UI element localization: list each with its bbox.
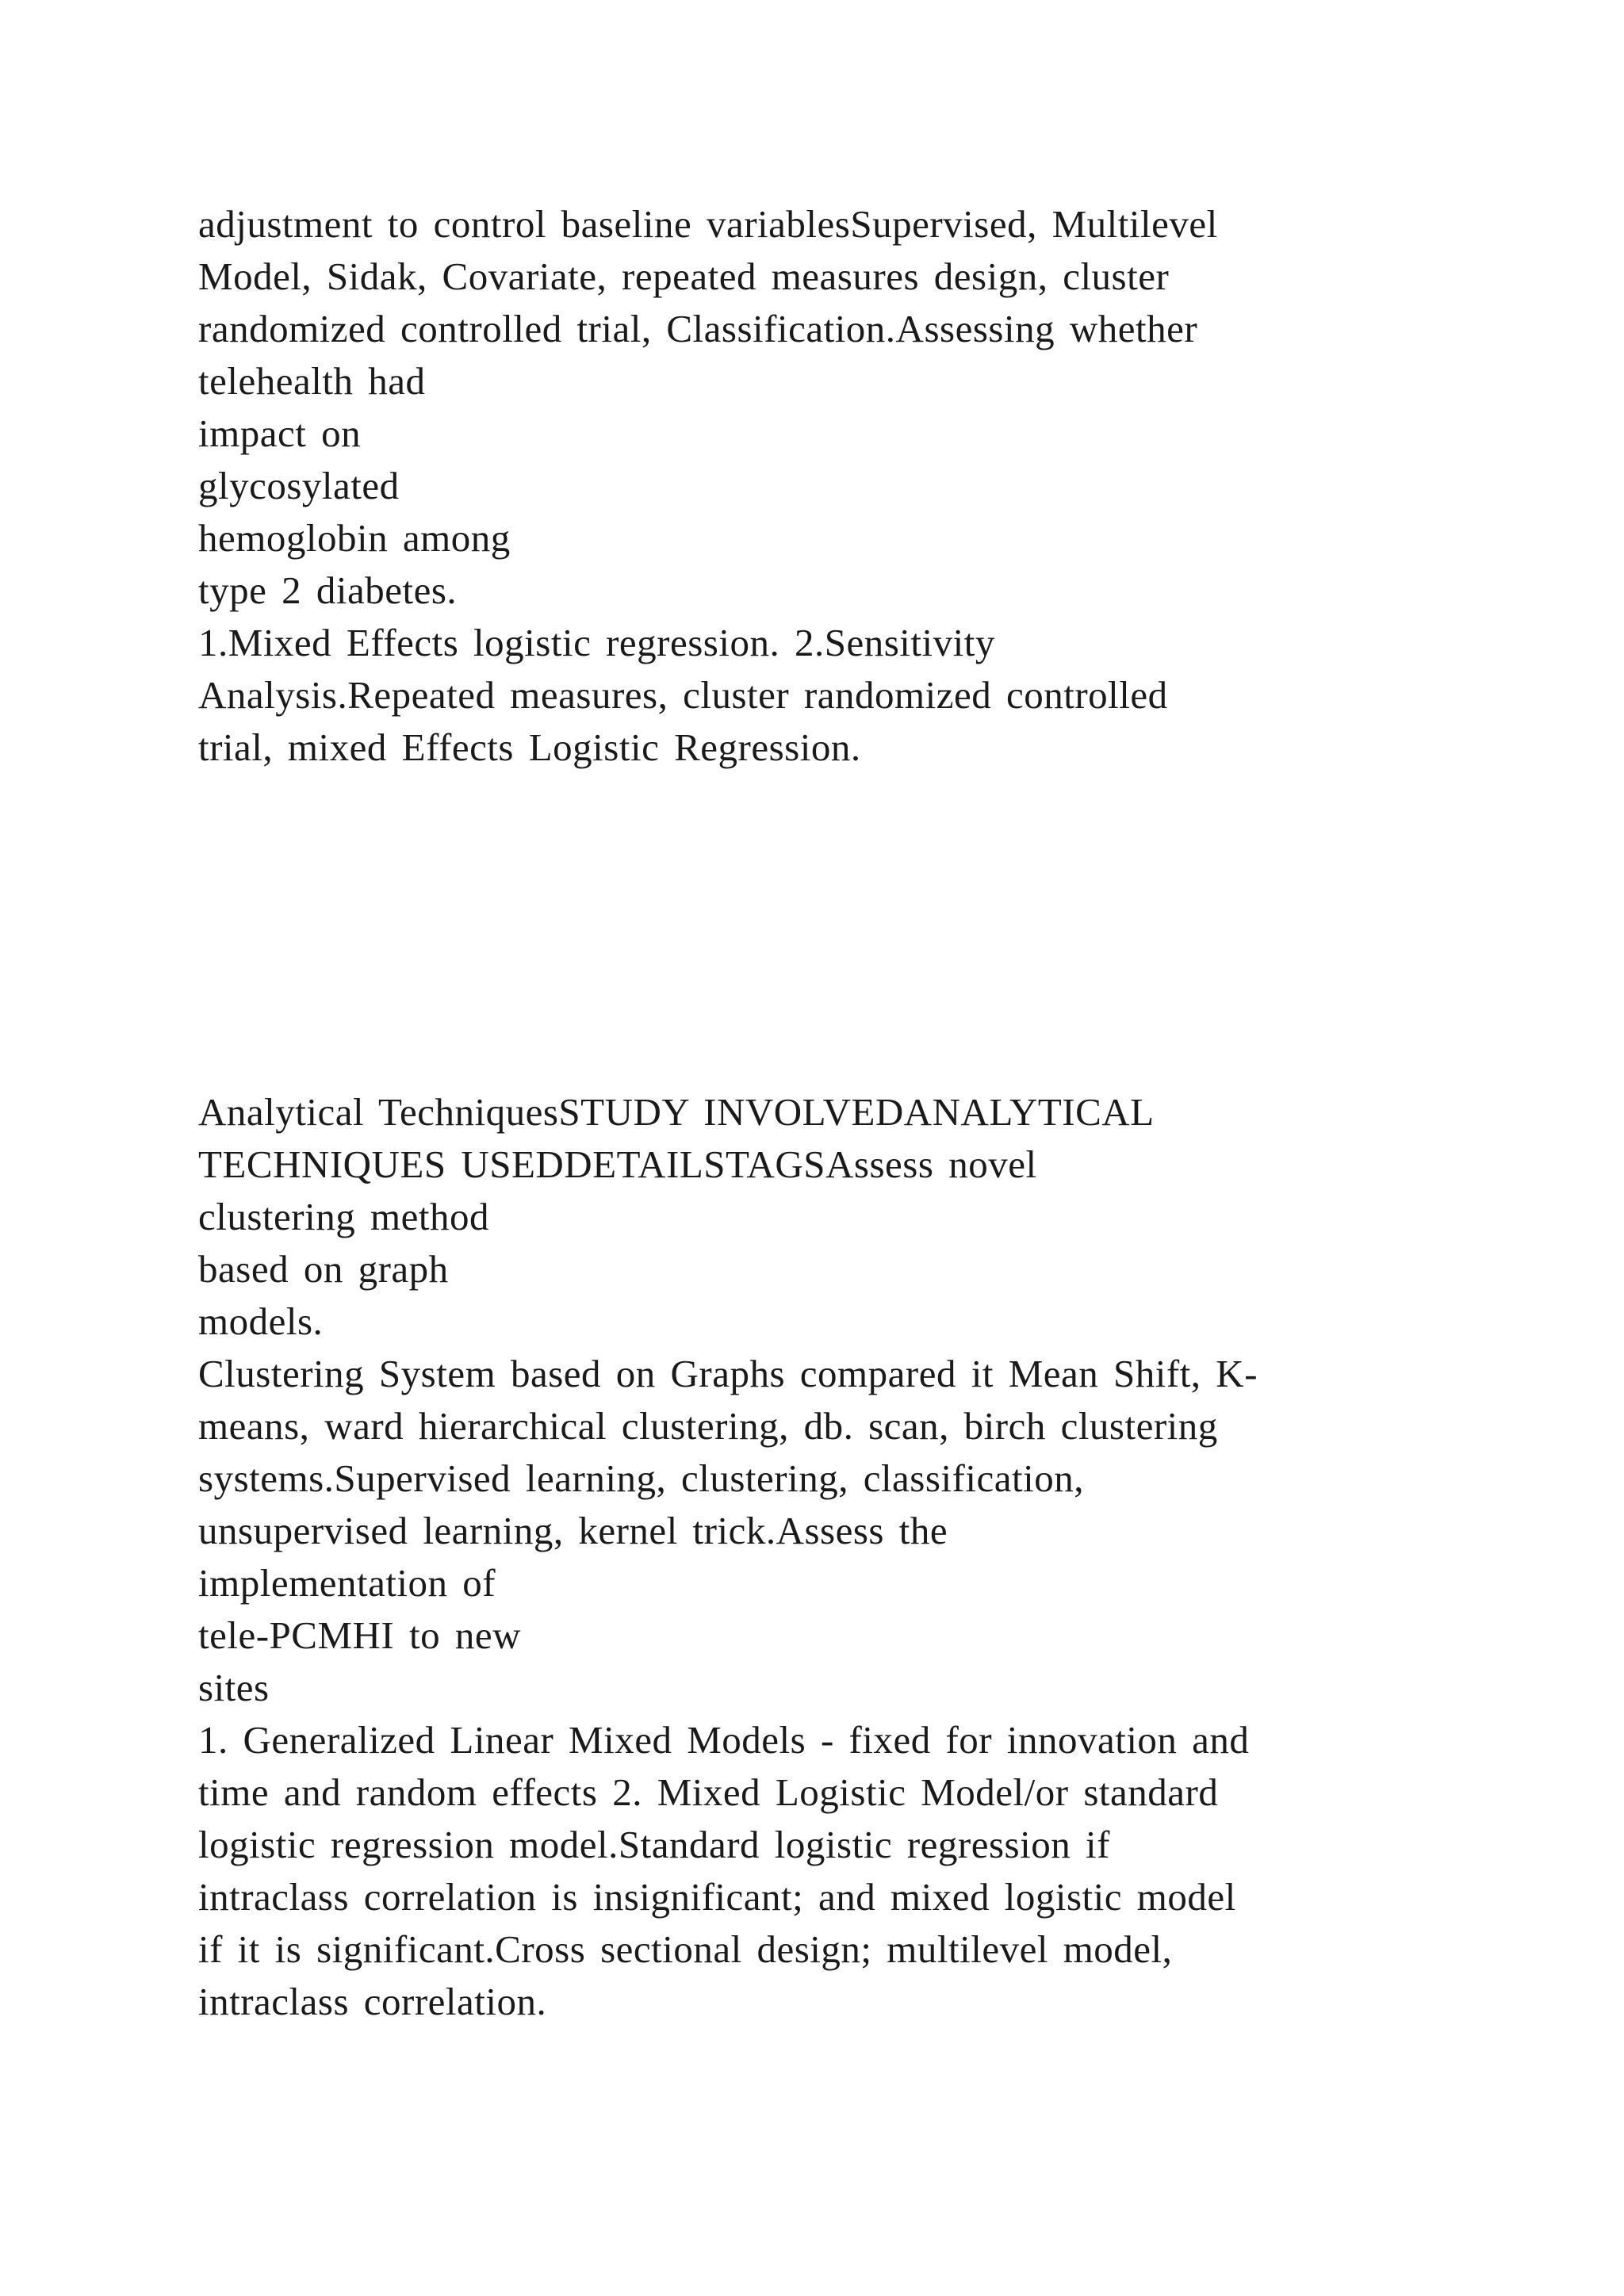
text-line: time and random effects 2. Mixed Logistic Model/or standard [198,1770,1219,1814]
text-line: logistic regression model.Standard logistic regression if [198,1823,1110,1866]
text-line: Analytical TechniquesSTUDY INVOLVEDANALYTICAL [198,1090,1155,1134]
text-line: based on graph [198,1247,449,1291]
text-line: 1. Generalized Linear Mixed Models - fixed for innovation and [198,1718,1250,1762]
text-line: Analysis.Repeated measures, cluster randomized controlled [198,673,1168,717]
text-line: intraclass correlation is insignificant; and mixed logistic model [198,1875,1236,1919]
text-line: impact on [198,411,362,455]
text-line: type 2 diabetes. [198,568,458,612]
text-line: unsupervised learning, kernel trick.Assess the [198,1509,948,1552]
text-line: trial, mixed Effects Logistic Regression. [198,725,861,769]
text-line: models. [198,1299,324,1343]
text-line: implementation of [198,1561,496,1605]
text-line: means, ward hierarchical clustering, db. scan, birch clustering [198,1404,1218,1448]
text-line: tele-PCMHI to new [198,1613,521,1657]
text-line: 1.Mixed Effects logistic regression. 2.Sensitivity [198,621,995,664]
text-line: if it is significant.Cross sectional design; multilevel model, [198,1927,1173,1971]
text-line: telehealth had [198,359,426,403]
text-line: adjustment to control baseline variablesSupervised, Multilevel [198,202,1218,246]
text-line: TECHNIQUES USEDDETAILSTAGSAssess novel [198,1142,1037,1186]
text-line: clustering method [198,1195,489,1238]
text-line: hemoglobin among [198,516,511,560]
text-line: Model, Sidak, Covariate, repeated measures design, cluster [198,254,1170,298]
text-line: sites [198,1666,270,1709]
text-line: intraclass correlation. [198,1980,547,2023]
text-line: randomized controlled trial, Classification.Assessing whether [198,307,1198,350]
text-line: systems.Supervised learning, clustering, classification, [198,1456,1084,1500]
text-line: glycosylated [198,464,400,507]
text-line: Clustering System based on Graphs compared it Mean Shift, K- [198,1352,1258,1395]
